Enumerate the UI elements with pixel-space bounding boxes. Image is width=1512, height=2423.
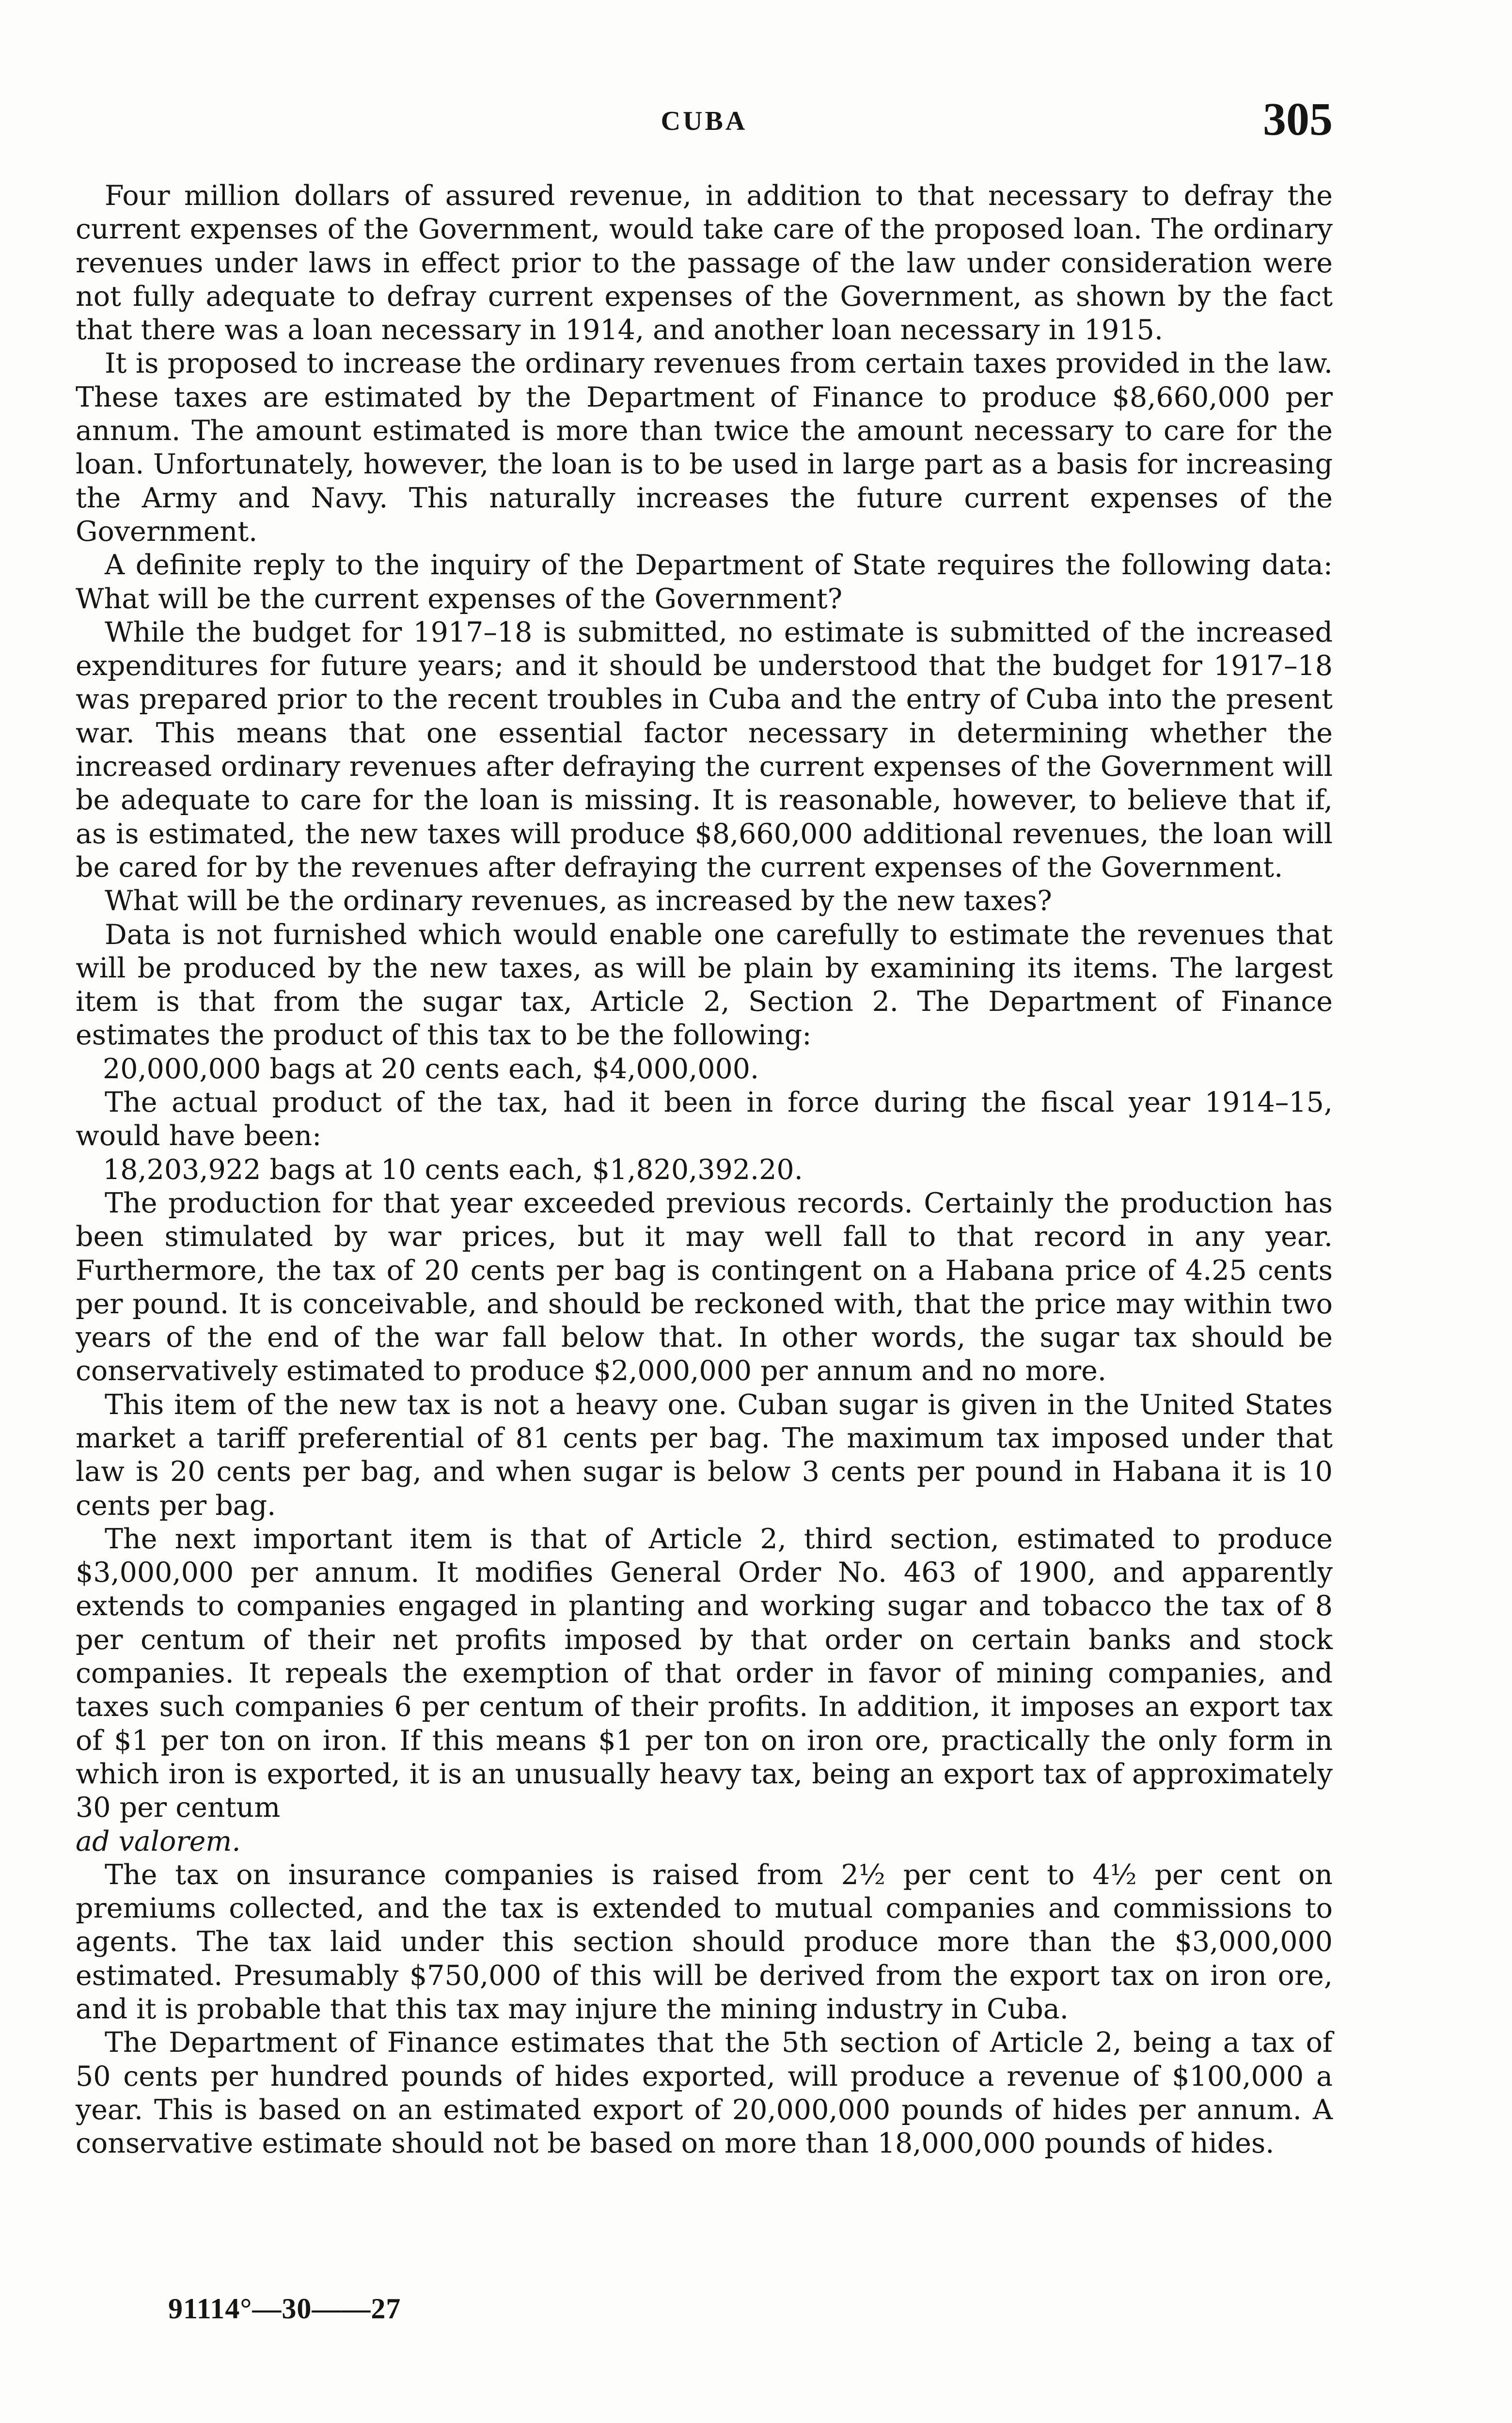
estimate-line: 20,000,000 bags at 20 cents each, $4,000,000.	[103, 1053, 759, 1085]
paragraph: Four million dollars of assured revenue, in addition to that necessary to defray the current expenses of the Government, would take care of the proposed loan. The ordinary revenues under laws in effect prior to the passage of the law under consideration were not fully adequate to defray current expenses of the Government, as shown by the fact that there was a loan necessary in 1914, and another loan necessary in 1915.	[76, 180, 1333, 346]
paragraph: The production for that year exceeded previous records. Certainly the production has been stimulated by war prices, but it may well fall to that record in any year. Furthermore, the tax of 20 cents per bag is contingent on a Habana price of 4.25 cents per pound. It is conceivable, and should be reckoned with, that the price may within two years of the end of the war fall below that. In other words, the sugar tax should be conservatively estimated to produce $2,000,000 per annum and no more.	[76, 1187, 1333, 1387]
paragraph: This item of the new tax is not a heavy one. Cuban sugar is given in the United States market a tariff preferential of 81 cents per bag. The maximum tax imposed under that law is 20 cents per bag, and when sugar is below 3 cents per pound in Habana it is 10 cents per bag.	[76, 1388, 1333, 1522]
paragraph: While the budget for 1917–18 is submitted, no estimate is submitted of the increased expenditures for future years; and it should be understood that the budget for 1917–18 was prepared prior to the recent troubles in Cuba and the entry of Cuba into the present war. This means that one essential factor necessary in determining whether the increased ordinary revenues after defraying the current expenses of the Government will be adequate to care for the loan is missing. It is reasonable, however, to believe that if, as is estimated, the new taxes will produce $8,660,000 additional revenues, the loan will be cared for by the revenues after defraying the current expenses of the Government.	[76, 616, 1333, 883]
paragraph: Data is not furnished which would enable one carefully to estimate the revenues that will be produced by the new taxes, as will be plain by examining its items. The largest item is that from the sugar tax, Article 2, Section 2. The Department of Finance estimates the product of this tax to be the following:	[76, 918, 1333, 1052]
paragraph: The actual product of the tax, had it been in force during the fiscal year 1914–15, would have been:	[76, 1086, 1333, 1152]
paragraph: The next important item is that of Article 2, third section, estimated to produce $3,000,000 per annum. It modifies General Order No. 463 of 1900, and apparently extends to companies engaged in planting and working sugar and tobacco the tax of 8 per centum of their net profits imposed by that order on certain banks and stock companies. It repeals the exemption of that order in favor of mining companies, and taxes such companies 6 per centum of their profits. In addition, it imposes an export tax of $1 per ton on iron. If this means $1 per ton on iron ore, practically the only form in which iron is exported, it is an unusually heavy tax, being an export tax of approximately 30 per centum	[76, 1523, 1333, 1824]
paragraph: A definite reply to the inquiry of the Department of State requires the following data: What will be the current expenses of the Government?	[76, 549, 1333, 615]
actual-product-line: 18,203,922 bags at 10 cents each, $1,820,392.20.	[103, 1153, 803, 1186]
paragraph: The Department of Finance estimates that the 5th section of Article 2, being a tax of 50 cents per hundred pounds of hides exported, will produce a revenue of $100,000 a year. This is based on an estimated export of 20,000,000 pounds of hides per annum. A conservative estimate should not be based on more than 18,000,000 pounds of hides.	[76, 2027, 1333, 2160]
running-head: CUBA	[661, 106, 748, 136]
paragraph: The tax on insurance companies is raised from 2½ per cent to 4½ per cent on premiums collected, and the tax is extended to mutual companies and commissions to agents. The tax laid under this section should produce more than the $3,000,000 estimated. Presumably $750,000 of this will be derived from the export tax on iron ore, and it is probable that this tax may injure the mining industry in Cuba.	[76, 1858, 1333, 2026]
paragraph: It is proposed to increase the ordinary revenues from certain taxes provided in the law. These taxes are estimated by the Department of Finance to produce $8,660,000 per annum. The amount estimated is more than twice the amount necessary to care for the loan. Unfortunately, however, the loan is to be used in large part as a basis for increasing the Army and Navy. This naturally increases the future current expenses of the Government.	[76, 347, 1333, 548]
italic-phrase	[76, 1825, 1333, 1858]
body-text	[76, 179, 1333, 2161]
printer-signature: 91114°—30——27	[168, 2293, 401, 2325]
page-header	[76, 92, 1333, 145]
page-number: 305	[1263, 93, 1333, 145]
paragraph: What will be the ordinary revenues, as increased by the new taxes?	[105, 885, 1052, 917]
ad-valorem-text: ad valorem.	[76, 1825, 241, 1857]
